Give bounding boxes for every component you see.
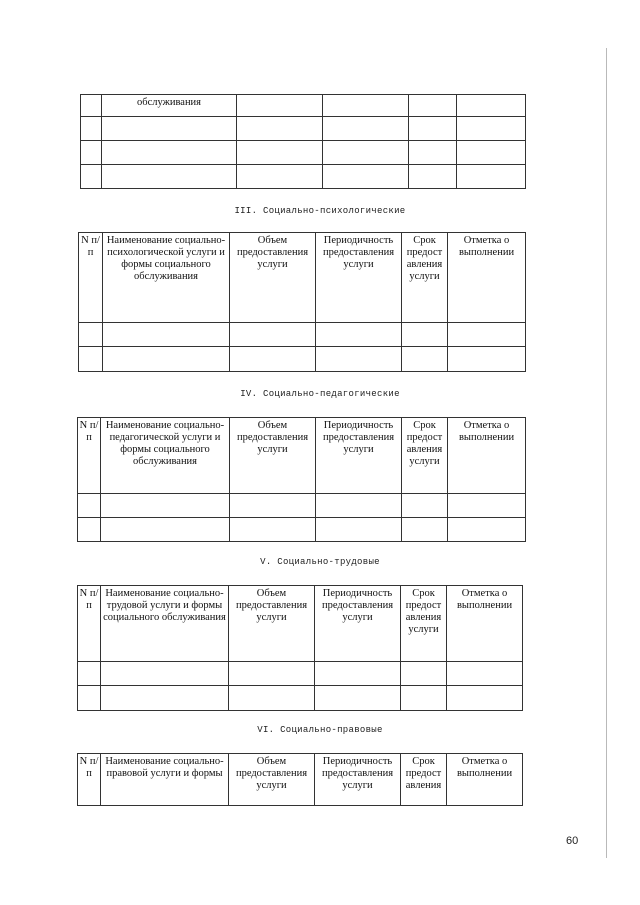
col-header-service: Наименование социально-трудовой услуги и формы социального обслуживания (101, 586, 229, 662)
col-header-term: Срок предост авления (401, 754, 447, 806)
table-header-row (79, 233, 526, 323)
section-heading-iv: IV. Социально-педагогические (240, 389, 400, 399)
section-heading-iii: III. Социально-психологические (234, 206, 406, 216)
table-psychological (78, 232, 526, 372)
table-header-row (78, 418, 526, 494)
col-header-mark: Отметка о выполнении (447, 586, 523, 662)
table-header-row (78, 586, 523, 662)
col-header-volume: Объем предоставления услуги (229, 586, 315, 662)
table-row (78, 518, 526, 542)
col-header-term: Срок предост авления услуги (402, 233, 448, 323)
table-row (78, 494, 526, 518)
table-cell (323, 95, 409, 117)
col-header-volume: Объем предоставления услуги (230, 233, 316, 323)
scan-edge-line (606, 48, 607, 858)
col-header-service: Наименование социально-педагогической услуги и формы социального обслуживания (101, 418, 230, 494)
table-cell (81, 95, 102, 117)
section-heading-v: V. Социально-трудовые (260, 557, 380, 567)
col-header-num: N п/п (78, 754, 101, 806)
col-header-volume: Объем предоставления услуги (230, 418, 316, 494)
col-header-service: Наименование социально-правовой услуги и формы (101, 754, 229, 806)
col-header-term: Срок предост авления услуги (402, 418, 448, 494)
table-cell (457, 95, 526, 117)
col-header-period: Периодичность предоставления услуги (316, 418, 402, 494)
table-cell (237, 95, 323, 117)
table-row (78, 686, 523, 711)
section-heading-vi: VI. Социально-правовые (257, 725, 383, 735)
col-header-period: Периодичность предоставления услуги (315, 586, 401, 662)
col-header-term: Срок предост авления услуги (401, 586, 447, 662)
table-header-row (78, 754, 523, 806)
col-header-period: Периодичность предоставления услуги (315, 754, 401, 806)
col-header-mark: Отметка о выполнении (448, 233, 526, 323)
table-row (79, 347, 526, 372)
table-pedagogical (77, 417, 526, 542)
table-row (81, 165, 526, 189)
col-header-service: Наименование социально-психологической услуги и формы социального обслуживания (103, 233, 230, 323)
table-row (79, 323, 526, 347)
table-row (78, 662, 523, 686)
page-number: 60 (566, 835, 579, 847)
col-header-num: N п/п (79, 233, 103, 323)
col-header-period: Периодичность предоставления услуги (316, 233, 402, 323)
service-name-cell: обслуживания (102, 95, 237, 117)
table-labor (77, 585, 523, 711)
table-continuation (80, 94, 526, 189)
table-row (81, 141, 526, 165)
col-header-num: N п/п (78, 586, 101, 662)
col-header-volume: Объем предоставления услуги (229, 754, 315, 806)
col-header-mark: Отметка о выполнении (448, 418, 526, 494)
table-cell (409, 95, 457, 117)
table-row (81, 117, 526, 141)
col-header-num: N п/п (78, 418, 101, 494)
table-legal (77, 753, 523, 806)
col-header-mark: Отметка о выполнении (447, 754, 523, 806)
